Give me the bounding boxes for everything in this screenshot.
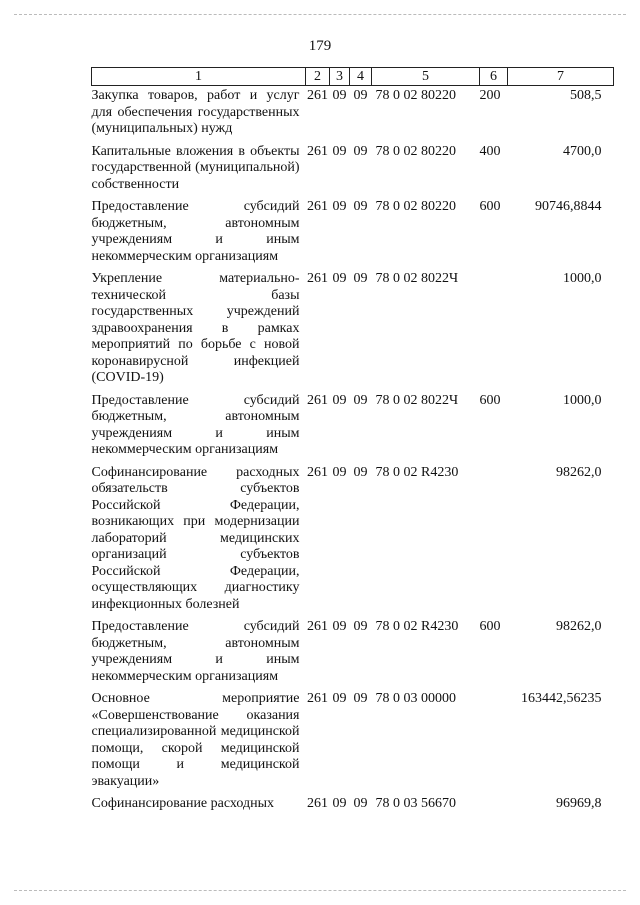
row-code-4: 09 — [353, 88, 368, 103]
row-code-6 — [480, 463, 508, 618]
row-code-5: 78 0 02 80220 — [375, 143, 456, 159]
row-code-2: 261 — [307, 143, 328, 159]
row-code-3: 09 — [332, 143, 347, 159]
row-code-5: 78 0 02 R4230 — [375, 619, 459, 634]
table-row — [92, 689, 614, 794]
row-name: Предоставление субсидий бюджетным, автономным учреждениям и иным некоммерческим организациям — [91, 199, 300, 264]
row-code-3: 09 — [332, 271, 347, 286]
row-code-2: 261 — [307, 691, 328, 706]
column-header: 1 — [92, 68, 306, 86]
row-code-6: 200 — [479, 88, 501, 103]
row-amount: 90746,8844 — [535, 199, 602, 214]
table-row — [92, 391, 614, 463]
row-name: Предоставление субсидий бюджетным, автономным учреждениям и иным некоммерческим организациям — [91, 392, 300, 457]
table-row — [92, 197, 614, 269]
column-header: 3 — [330, 68, 350, 86]
row-code-6: 600 — [479, 392, 501, 408]
row-name: Предоставление субсидий бюджетным, автономным учреждениям и иным некоммерческим организациям — [91, 619, 300, 684]
column-header: 4 — [350, 68, 372, 86]
row-code-5: 78 0 02 8022Ч — [375, 271, 459, 286]
row-name: Капитальные вложения в объекты государственной (муниципальной) собственности — [91, 143, 300, 192]
row-code-5: 78 0 02 R4230 — [375, 464, 459, 480]
row-name: Основное мероприятие «Совершенствование оказания специализированной медицинской помощи, скорой медицинской помощи и медицинской эвакуации» — [91, 691, 300, 789]
row-code-3: 09 — [332, 691, 347, 706]
budget-table — [91, 67, 614, 817]
table-row — [92, 269, 614, 391]
table-row — [92, 86, 614, 142]
row-code-2: 261 — [307, 271, 328, 286]
row-amount: 98262,0 — [556, 619, 602, 634]
row-amount: 163442,56235 — [521, 691, 602, 706]
table-row — [92, 142, 614, 198]
column-header: 7 — [508, 68, 614, 86]
row-code-3: 09 — [332, 199, 347, 214]
row-code-5: 78 0 03 56670 — [375, 796, 456, 811]
table-row — [92, 463, 614, 618]
scan-border-top — [14, 14, 626, 15]
row-code-6: 600 — [479, 199, 501, 214]
row-code-3: 09 — [332, 796, 347, 811]
row-code-6: 600 — [479, 619, 501, 634]
row-amount: 96969,8 — [556, 796, 602, 811]
row-code-5: 78 0 02 80220 — [375, 88, 456, 103]
table-header-row — [92, 68, 614, 86]
row-code-2: 261 — [307, 796, 328, 811]
row-code-2: 261 — [307, 88, 328, 103]
table-row — [92, 617, 614, 689]
row-code-6 — [480, 269, 508, 391]
scan-border-bottom — [14, 890, 626, 891]
row-code-2: 261 — [307, 199, 328, 214]
row-code-4: 09 — [353, 691, 368, 706]
table-row — [92, 794, 614, 817]
row-code-2: 261 — [307, 464, 328, 480]
row-code-4: 09 — [353, 143, 368, 159]
row-amount: 1000,0 — [563, 271, 602, 286]
row-code-3: 09 — [332, 392, 347, 408]
row-code-5: 78 0 02 8022Ч — [375, 392, 459, 408]
row-code-5: 78 0 02 80220 — [375, 199, 456, 214]
row-amount: 1000,0 — [563, 392, 602, 408]
row-code-6 — [480, 794, 508, 817]
row-code-4: 09 — [353, 464, 368, 480]
column-header: 5 — [372, 68, 480, 86]
row-code-4: 09 — [353, 392, 368, 408]
row-code-3: 09 — [332, 88, 347, 103]
row-code-4: 09 — [353, 619, 368, 634]
row-code-5: 78 0 03 00000 — [375, 691, 456, 706]
row-name: Закупка товаров, работ и услуг для обеспечения государственных (муниципальных) нужд — [91, 88, 300, 136]
row-code-3: 09 — [332, 464, 347, 480]
row-code-4: 09 — [353, 271, 368, 286]
row-code-6: 400 — [479, 143, 501, 159]
row-name: Укрепление материально-технической базы государственных учреждений здравоохранения в рамках мероприятий по борьбе с новой коронавирусной инфекцией (COVID-19) — [91, 271, 300, 385]
column-header: 6 — [480, 68, 508, 86]
row-name: Софинансирование расходных — [91, 796, 274, 811]
column-header: 2 — [306, 68, 330, 86]
row-name: Софинансирование расходных обязательств субъектов Российской Федерации, возникающих при модернизации лабораторий медицинских организаций субъектов Российской Федерации, осуществляющих диагностику инфекционных болезней — [91, 464, 300, 612]
row-code-6 — [480, 689, 508, 794]
row-code-3: 09 — [332, 619, 347, 634]
page-number: 179 — [308, 38, 332, 54]
row-code-2: 261 — [307, 392, 328, 408]
row-code-2: 261 — [307, 619, 328, 634]
row-code-4: 09 — [353, 199, 368, 214]
row-amount: 508,5 — [570, 88, 602, 103]
row-code-4: 09 — [353, 796, 368, 811]
row-amount: 4700,0 — [563, 143, 602, 159]
row-amount: 98262,0 — [556, 464, 602, 480]
